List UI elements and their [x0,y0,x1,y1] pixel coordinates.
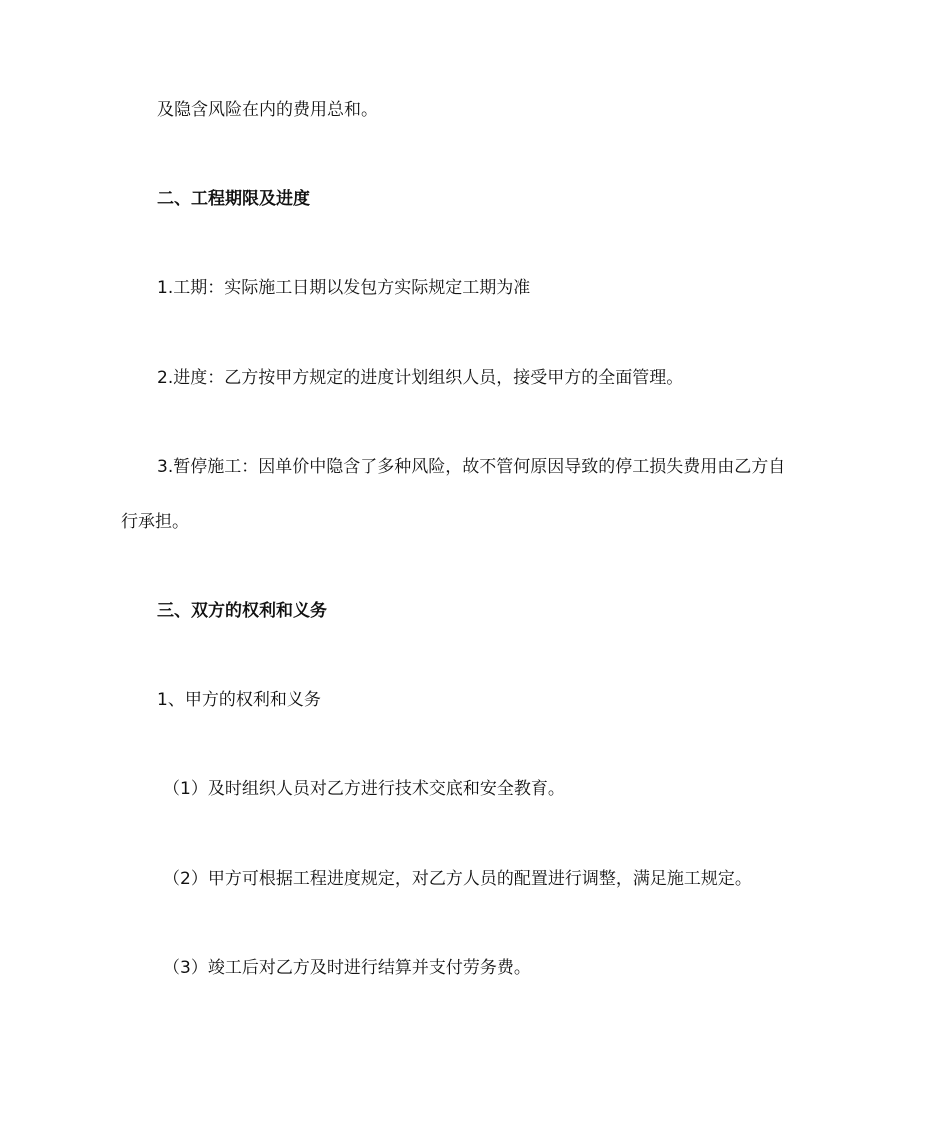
section-heading-2: 二、工程期限及进度 [157,189,310,209]
clause-duration: 1.工期：实际施工日期以发包方实际规定工期为准 [157,278,531,298]
clause-progress: 2.进度：乙方按甲方规定的进度计划组织人员，接受甲方的全面管理。 [157,368,684,388]
subsection-heading-party-a: 1、甲方的权利和义务 [157,690,321,710]
section-heading-3: 三、双方的权利和义务 [157,601,327,621]
paragraph-cost-total: 及隐含风险在内的费用总和。 [157,100,378,120]
list-item-1: （1）及时组织人员对乙方进行技术交底和安全教育。 [163,779,565,799]
clause-suspension-continued: 行承担。 [121,512,189,532]
clause-suspension: 3.暂停施工：因单价中隐含了多种风险，故不管何原因导致的停工损失费用由乙方自 [157,457,786,477]
list-item-3: （3）竣工后对乙方及时进行结算并支付劳务费。 [163,958,531,978]
list-item-2: （2）甲方可根据工程进度规定，对乙方人员的配置进行调整，满足施工规定。 [163,869,752,889]
